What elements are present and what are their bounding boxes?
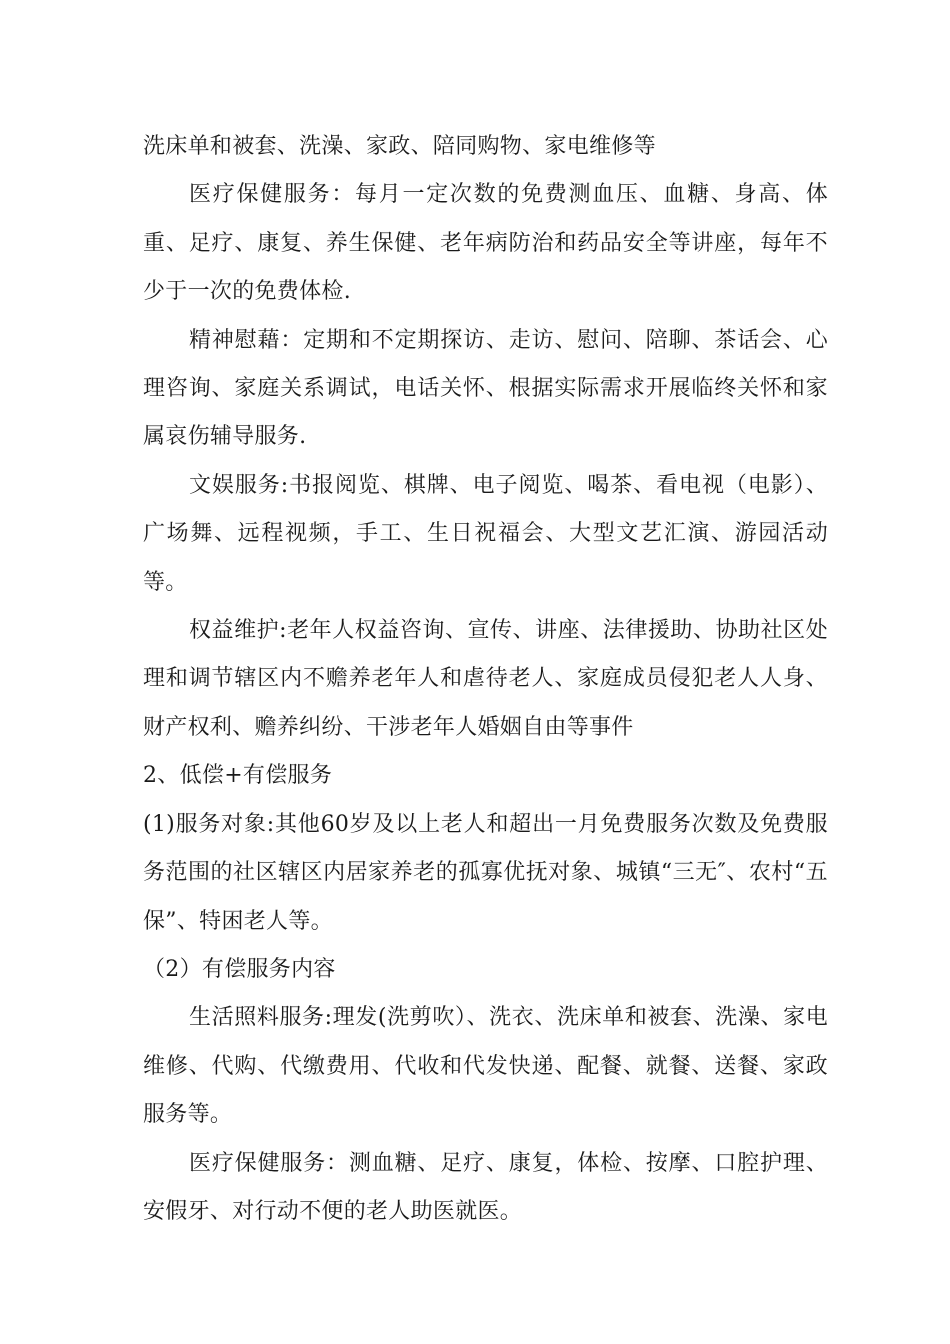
paragraph-rights-protection: 权益维护:老年人权益咨询、宣传、讲座、法律援助、协助社区处理和调节辖区内不赡养老年人和虐待老人、家庭成员侵犯老人人身、财产权利、赡养纠纷、干涉老年人婚姻自由等事件	[143, 618, 828, 740]
paragraph-service-target: (1)服务对象:其他60岁及以上老人和超出一月免费服务次数及免费服务范围的社区辖区内居家养老的孤寡优抚对象、城镇“三无″、农村“五保”、特困老人等。	[143, 811, 828, 934]
paragraph-medical-care-paid: 医疗保健服务：测血糖、足疗、康复，体检、按摩、口腔护理、安假牙、对行动不便的老人助医就医。	[143, 1150, 828, 1224]
subheading-paid-service-content: （2）有偿服务内容	[143, 956, 336, 982]
paragraph-spiritual-comfort: 精神慰藉：定期和不定期探访、走访、慰问、陪聊、茶话会、心理咨询、家庭关系调试，电话关怀、根据实际需求开展临终关怀和家属哀伤辅导服务.	[143, 327, 828, 450]
paragraph-daily-care-service: 生活照料服务:理发(洗剪吹）、洗衣、洗床单和被套、洗澡、家电维修、代购、代缴费用、代收和代发快递、配餐、就餐、送餐、家政服务等。	[143, 1005, 828, 1128]
paragraph-entertainment-service: 文娱服务:书报阅览、棋牌、电子阅览、喝茶、看电视（电影）、广场舞、远程视频，手工、生日祝福会、大型文艺汇演、游园活动等。	[143, 472, 828, 595]
paragraph-medical-care-free: 医疗保健服务：每月一定次数的免费测血压、血糖、身高、体重、足疗、康复、养生保健、老年病防治和药品安全等讲座，每年不少于一次的免费体检.	[143, 182, 828, 305]
paragraph-continuation: 洗床单和被套、洗澡、家政、陪同购物、家电维修等	[143, 134, 656, 159]
document-body	[143, 123, 828, 1236]
section-heading-paid-service: 2、低偿+有偿服务	[143, 763, 333, 789]
